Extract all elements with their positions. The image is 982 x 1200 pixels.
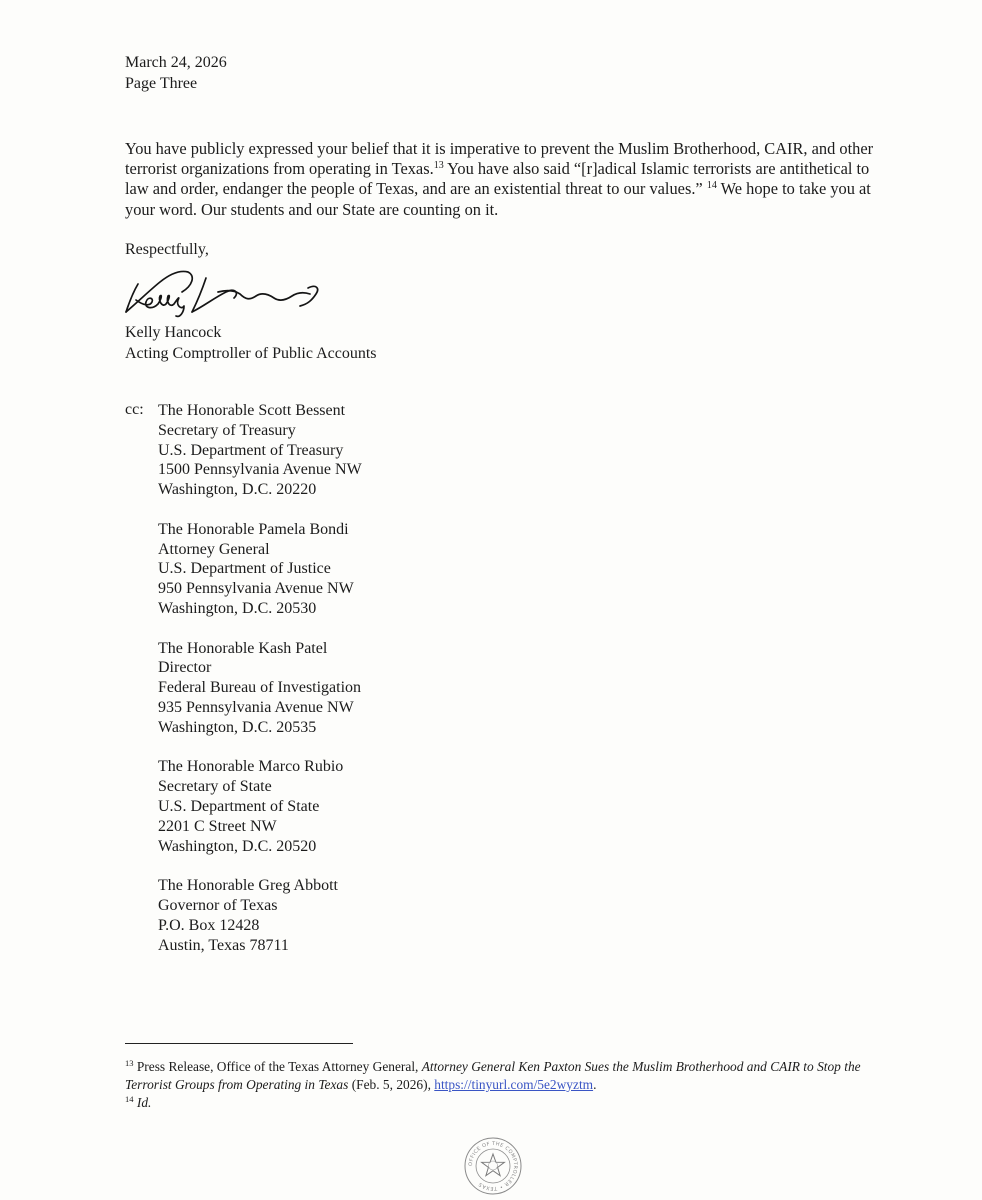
footnote-13 [125, 1058, 885, 1094]
seal-text: OFFICE OF THE COMPTROLLER • TEXAS [467, 1140, 519, 1192]
footnote-divider [125, 1043, 353, 1044]
body-sentence-2: You have also said “[r]adical Islamic terrorists are antithetical to law and order, endanger the people of Texas, and are an existential threat to our values.” [125, 159, 870, 199]
cc-line: Governor of Texas [158, 896, 278, 914]
letter-date: March 24, 2026 [125, 54, 227, 71]
closing-salutation: Respectfully, [125, 241, 209, 258]
footnote-number: 13 [125, 1058, 134, 1068]
body-sentence-1: You have publicly expressed your belief that it is imperative to prevent the Muslim Brotherhood, CAIR, and other terrorist organizations from operating in Texas. [125, 139, 874, 179]
footnotes [125, 1058, 885, 1112]
footnote-ref-14[interactable]: 14 [706, 180, 717, 192]
cc-line: The Honorable Scott Bessent [158, 402, 346, 419]
signature-block [125, 322, 377, 364]
cc-line: Director [158, 659, 212, 677]
page-number: Page Three [125, 75, 198, 92]
cc-line: The Honorable Kash Patel [158, 639, 328, 657]
cc-line: U.S. Department of Justice [158, 560, 331, 578]
footnote-14 [125, 1094, 885, 1112]
cc-line: 2201 C Street NW [158, 817, 277, 835]
handwritten-signature [122, 262, 332, 324]
cc-line: Washington, D.C. 20535 [158, 718, 317, 736]
cc-line: 1500 Pennsylvania Avenue NW [158, 461, 362, 479]
body-sentence-3: We hope to take you at your word. Our students and our State are counting on it. [125, 179, 871, 219]
footnote-ref-13[interactable]: 13 [433, 160, 444, 172]
page-header [125, 52, 227, 94]
cc-line: U.S. Department of State [158, 797, 320, 815]
cc-line: Secretary of Treasury [158, 421, 296, 439]
cc-line: Washington, D.C. 20530 [158, 599, 317, 617]
cc-recipient [158, 876, 362, 955]
cc-recipient [158, 639, 362, 738]
cc-line: The Honorable Marco Rubio [158, 758, 344, 776]
body-paragraph [125, 139, 885, 220]
svg-text:OFFICE OF THE COMPTROLLER • TE [468, 1141, 518, 1191]
cc-recipient [158, 401, 362, 500]
cc-line: P.O. Box 12428 [158, 916, 260, 934]
cc-line: Federal Bureau of Investigation [158, 679, 362, 697]
footnote-text: Press Release, Office of the Texas Attorney General, [133, 1059, 422, 1074]
cc-line: U.S. Department of Treasury [158, 441, 344, 459]
footnote-number: 14 [125, 1094, 134, 1104]
cc-line: The Honorable Pamela Bondi [158, 520, 349, 538]
cc-line: Washington, D.C. 20520 [158, 837, 317, 855]
cc-line: Austin, Texas 78711 [158, 936, 289, 954]
signer-name: Kelly Hancock [125, 324, 222, 341]
cc-line: 950 Pennsylvania Avenue NW [158, 580, 354, 598]
cc-recipient [158, 520, 362, 619]
cc-list [158, 401, 362, 975]
footnote-end: . [593, 1077, 597, 1092]
cc-recipient [158, 757, 362, 856]
footnote-text: Id. [136, 1095, 152, 1110]
footnote-title: Attorney General Ken Paxton Sues the Muslim Brotherhood and CAIR to Stop the Terrorist Groups from Operating in Texas [125, 1059, 861, 1092]
cc-line: The Honorable Greg Abbott [158, 877, 338, 895]
footnote-date: (Feb. 5, 2026), [348, 1077, 435, 1092]
cc-line: Washington, D.C. 20220 [158, 481, 317, 499]
signer-title: Acting Comptroller of Public Accounts [125, 345, 377, 362]
comptroller-seal-icon [463, 1136, 523, 1196]
cc-label: cc: [125, 401, 144, 418]
cc-line: Secretary of State [158, 778, 272, 796]
cc-line: 935 Pennsylvania Avenue NW [158, 698, 354, 716]
cc-line: Attorney General [158, 540, 270, 558]
footnote-link[interactable]: https://tinyurl.com/5e2wyztm [434, 1077, 594, 1092]
